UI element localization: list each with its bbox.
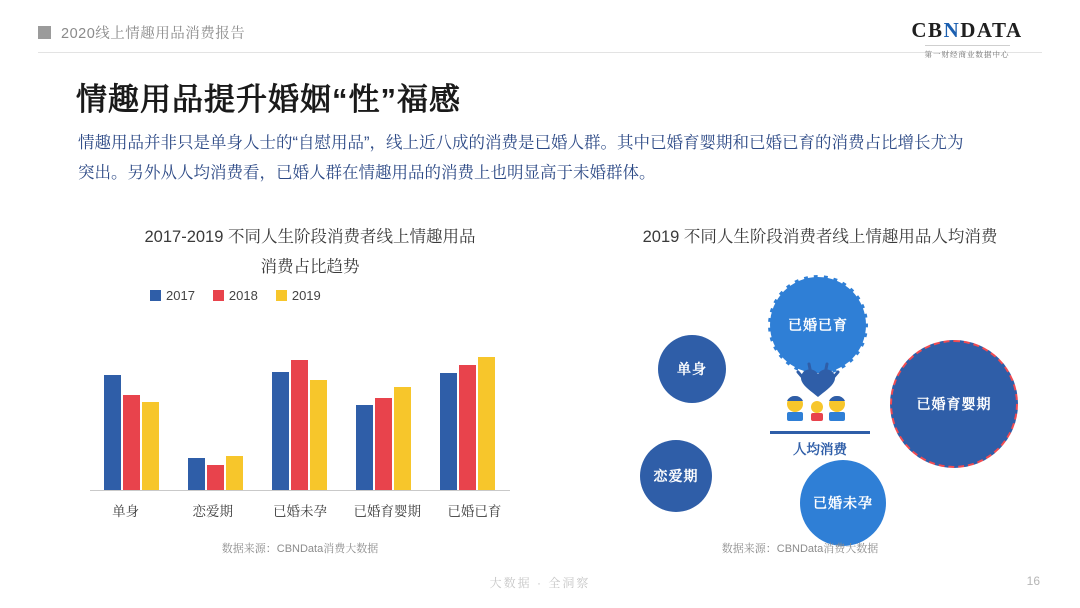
legend-item-2017[interactable]	[150, 288, 195, 303]
page-description: 情趣用品并非只是单身人士的“自慰用品”，线上近八成的消费是已婚人群。其中已婚育婴期和已婚已育的消费占比增长尤为突出。另外从人均消费看，已婚人群在情趣用品的消费上也明显高于未婚群体。	[78, 134, 964, 182]
brand-logo-subtitle: 第一财经商业数据中心	[925, 45, 1010, 60]
bar-2017[interactable]	[272, 372, 289, 490]
bar-2017[interactable]	[188, 458, 205, 490]
left-chart-title-line2: 消费占比趋势	[260, 258, 360, 276]
bubble-label: 单身	[677, 361, 707, 377]
category-label: 恋爱期	[192, 504, 234, 519]
bar-2018[interactable]	[207, 465, 224, 490]
legend-swatch-icon	[213, 290, 224, 301]
bubble-label: 已婚未孕	[813, 495, 873, 511]
brand-logo-main: CBNDATA	[911, 18, 1023, 42]
bubble-label: 恋爱期	[653, 468, 699, 484]
bar-2019[interactable]	[478, 357, 495, 490]
category-label: 已婚育婴期	[353, 504, 421, 519]
bar-2018[interactable]	[375, 398, 392, 490]
brand-logo	[892, 18, 1042, 62]
bar-2019[interactable]	[394, 387, 411, 490]
average-spend-label: 人均消费	[793, 442, 847, 457]
category-label: 单身	[112, 504, 140, 519]
bar-group	[356, 330, 411, 490]
right-chart-title: 2019 不同人生阶段消费者线上情趣用品人均消费	[642, 228, 998, 246]
bar-2018[interactable]	[291, 360, 308, 490]
brand-logo-text	[892, 18, 1042, 43]
bar-group	[272, 330, 327, 490]
bar-2017[interactable]	[440, 373, 457, 490]
bubble-已婚未孕[interactable]	[800, 460, 886, 546]
page-number: 16	[1026, 574, 1040, 588]
category-label: 已婚未孕	[273, 504, 327, 519]
bar-2019[interactable]	[142, 402, 159, 490]
illustration-baseline	[770, 431, 870, 434]
left-chart-source: 数据来源：CBNData消费大数据	[221, 543, 379, 555]
bar-group	[104, 330, 159, 490]
left-chart-title-line1: 2017-2019 不同人生阶段消费者线上情趣用品	[144, 228, 476, 246]
bar-chart-category-labels	[82, 500, 518, 520]
bar-2019[interactable]	[310, 380, 327, 490]
header-bullet-icon	[38, 26, 51, 39]
bar-2017[interactable]	[356, 405, 373, 490]
bubble-已婚育婴期[interactable]	[890, 340, 1018, 468]
bar-2019[interactable]	[226, 456, 243, 490]
bar-chart-axis	[90, 490, 510, 491]
bar-2018[interactable]	[459, 365, 476, 490]
legend-swatch-icon	[276, 290, 287, 301]
bubble-label: 已婚已育	[788, 317, 848, 333]
bubble-恋爱期[interactable]	[640, 440, 712, 512]
legend-label: 2017	[166, 288, 195, 303]
left-chart-title	[60, 222, 560, 282]
chart-legend	[150, 288, 321, 303]
legend-swatch-icon	[150, 290, 161, 301]
header-tag-label: 2020线上情趣用品消费报告	[61, 26, 246, 42]
bar-2018[interactable]	[123, 395, 140, 490]
bar-2017[interactable]	[104, 375, 121, 490]
bar-chart	[90, 330, 510, 490]
page-title: 情趣用品提升婚姻“性”福感	[76, 82, 461, 117]
bar-group	[188, 330, 243, 490]
legend-item-2019[interactable]	[276, 288, 321, 303]
right-chart-source: 数据来源：CBNData消费大数据	[721, 543, 879, 555]
bubble-label: 已婚育婴期	[916, 396, 992, 412]
legend-label: 2019	[291, 288, 321, 303]
average-spend-illustration	[760, 360, 880, 458]
category-label: 已婚已育	[447, 504, 502, 519]
family-heart-icon	[765, 360, 875, 426]
legend-item-2018[interactable]	[213, 288, 258, 303]
page-header	[38, 18, 1042, 59]
footer-note: 大数据 · 全洞察	[489, 576, 591, 590]
legend-label: 2018	[228, 288, 258, 303]
bar-group	[440, 330, 495, 490]
bubble-单身[interactable]	[658, 335, 726, 403]
